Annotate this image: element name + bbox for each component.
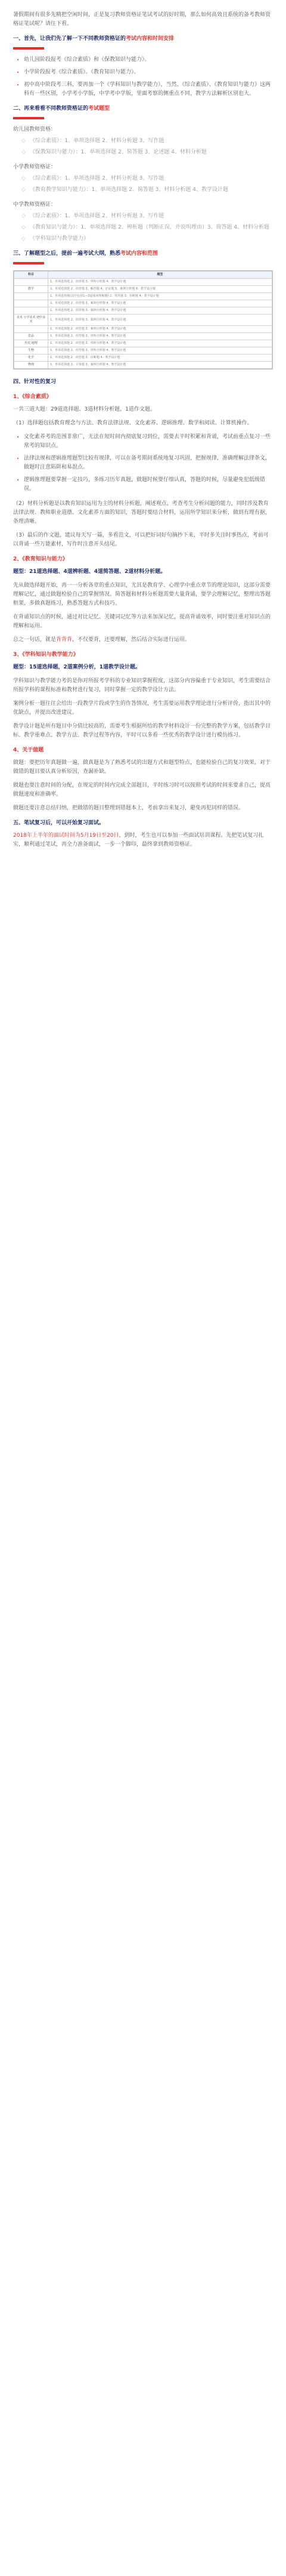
part-2-body: 先从做选择题开始，再一一分析各章的重点知识，尤其是教育学、心理学中重点章节的理论知识，这部分需要理解记忆，通过做题检验自己的掌握情况。简答题和材料分析题需要大量背诵，要学会理解记忆，整理出答题框架，多做真题练习，熟悉答题方式和技巧。 <box>13 583 271 606</box>
table-row <box>14 286 272 293</box>
table-cell: 1、单项选择题 2、简答题 3、案例分析题 4、教学设计题 <box>48 326 272 333</box>
list-item: ◇ 《教育知识与能力》：1、单项选择题 2、辨析题（判断正误，并说明理由）3、简答题 4、材料分析题 <box>30 223 273 232</box>
section-2-title-main: 二、再来看看不同教师资格证的 <box>13 106 89 112</box>
part-1-list <box>13 433 273 494</box>
section-2-title-highlight: 考试题型 <box>88 106 110 112</box>
part-2-tail-text: 总之一句话，就是 <box>13 637 57 643</box>
kindergarten-list <box>13 137 273 157</box>
part-2-tail-end: ，不仅要背，还要理解，然后结合实际进行运用。 <box>72 637 191 643</box>
part-2-body2: 在背诵知识点的时候，通过对比记忆、关键词记忆等方法来加深记忆，提高背诵效率，同时要注重对知识点的理解和运用。 <box>13 614 271 629</box>
section-5-text: ，到时，考生也可以参加一些面试培训课程。先把笔试复习扎实，顺利通过笔试，再全力准备面试，一步一个脚印，最终拿到教师资格证。 <box>13 833 264 848</box>
list-item: ◇ 《教育教学知识与能力》：1、单项选择题 2、简答题 3、材料分析题 4、教学设计题 <box>30 186 273 195</box>
list-item: ◇ 《学科知识与教学能力》 <box>30 235 273 244</box>
section-3-underline <box>13 262 44 264</box>
table-cell: 1、单项选择题 2、简答题 3、材料分析题 4、教学设计题 <box>48 340 272 347</box>
section-3-title-main: 三、了解题型之后，提前一遍考试大纲，熟悉 <box>13 251 121 257</box>
part-1-heading: 1、《综合素质》 <box>13 394 52 400</box>
list-item: • 幼儿园阶段报考《综合素质》和《保教知识与能力》。 <box>24 56 273 64</box>
list-item: ◇ 《综合素质》：1、单项选择题 2、材料分析题 3、写作题 <box>30 174 273 183</box>
table-cell <box>14 307 48 315</box>
section-1-underline <box>13 47 44 50</box>
part-3-lead: 题型：15道选择题，2道案例分析，1道教学设计题。 <box>13 664 141 670</box>
table-cell: 1、单项选择题(其中包括1—2道阅读理解题) 2、简答题 3、诊断题 4、教学设计题 <box>48 293 272 300</box>
table-row <box>14 279 272 286</box>
list-item: ◇ 《综合素质》：1、单项选择题 2、材料分析题 3、写作题 <box>30 212 273 221</box>
table-row <box>14 293 272 300</box>
section-1-title <box>13 35 273 44</box>
table-row <box>14 307 272 315</box>
section-4-title: 四、针对性的复习 <box>13 379 57 385</box>
part-2-heading: 2、《教育知识与能力》 <box>13 556 68 562</box>
list-item: • 逻辑推理题要掌握一定技巧，多练习历年真题，做题时候要仔细认真，答题的时候，尽量避免犯低级错误。 <box>24 476 273 494</box>
part-1-sub3: （3）最后的作文题，建议每天写一篇，多看范文，可以把好词好句摘抄下来，平时多关注时事热点，考前可以背诵一些万能素材，写作时注意开头结尾。 <box>13 532 269 547</box>
table-cell: 1、单项选择题 2、简答题 3、案例分析题 4、教学设计题 <box>48 300 272 307</box>
table-cell <box>14 293 48 300</box>
list-item: ◇ 《保教知识与能力》：1、单项选择题 2、简答题 3、论述题 4、材料分析题 <box>30 148 273 157</box>
table-cell: 生物 <box>14 347 48 355</box>
part-4-body3: 做题还要注意总结归纳，把做错的题目整理到错题本上，考前拿出来复习，避免再犯同样的错误。 <box>13 805 244 811</box>
section-3-title-highlight: 考试内容和范围 <box>120 251 158 257</box>
table-cell: 数学 <box>14 286 48 293</box>
table-cell: 1、单项选择题 2、简答题 3、解答题 4、论证题 5、案例分析题 6、教学设计题 <box>48 286 272 293</box>
table-cell: 1、单项选择题 2、简答题 3、材料分析题 4、教学设计题 <box>48 279 272 286</box>
list-item: • 法律法规和逻辑推理题型比较有规律，可以在备考期间系统地复习巩固，把握规律，准确理解法律条文，做题时注意陷阱和易混点。 <box>24 454 273 472</box>
middle-heading: 中学教师资格证： <box>13 202 57 208</box>
table-cell: 物理 <box>14 362 48 369</box>
table-cell: 1、单项选择题 2、简答题 3、诊断题 4、教学设计题 <box>48 355 272 362</box>
part-3-body2: 案例分析一题往往会给出一段教学片段或学生的作答情况，考生需要运用教学理论进行分析评价，指出其中的优缺点，并提出改进建议。 <box>13 701 271 716</box>
part-2-lead: 题型：21道选择题、4道辨析题、4道简答题、2道材料分析题。 <box>13 569 166 575</box>
section-2-title <box>13 104 273 113</box>
part-2-tail-highlight: 背背背 <box>56 637 73 643</box>
table-cell <box>14 279 48 286</box>
section-1-title-main: 一、首先，让我们先了解一下不同教师资格证的 <box>13 36 126 42</box>
table-cell: 思品 <box>14 333 48 340</box>
table-header: 题型 <box>48 272 272 279</box>
table-cell: 1、单项选择题 2、简答题 3、材料分析题 4、教学设计题 <box>48 347 272 355</box>
table-row <box>14 326 272 333</box>
section-3-title <box>13 249 273 258</box>
kindergarten-heading: 幼儿园教师资格： <box>13 127 57 133</box>
section-1-list <box>13 56 273 98</box>
part-4-body2: 做题也要注意时间的分配，在规定的时间内完成全部题目，平时练习时可以按照考试的时间来要求自己，提高做题速度和准确率。 <box>13 782 271 797</box>
part-2-tail <box>13 636 273 645</box>
part-4-body1: 做题：要把历年真题做一遍，做真题是为了熟悉考试的出题方式和题型特点，也能检验自己的复习效果，对于做错的题目要认真分析原因，查漏补缺。 <box>13 760 271 775</box>
list-item: ◇ 《综合素质》：1、单项选择题 2、材料分析题 3、写作题 <box>30 137 273 146</box>
table-cell: 1、单项选择题 2、简答题 3、材料分析题 4、教学设计题 <box>48 333 272 340</box>
section-2-underline <box>13 117 44 119</box>
table-header: 科目 <box>14 272 48 279</box>
exam-type-table-image <box>13 270 273 369</box>
table-cell: 美术 小学美术 初中美术 <box>14 315 48 326</box>
table-row <box>14 333 272 340</box>
part-3-heading: 3、《学科知识与教学能力》 <box>13 652 79 658</box>
table-row <box>14 362 272 369</box>
primary-heading: 小学教师资格证： <box>13 164 57 170</box>
section-1-title-highlight: 考试内容和时间安排 <box>126 36 175 42</box>
table-row <box>14 300 272 307</box>
middle-list <box>13 212 273 244</box>
section-5-title: 五、笔试复习后，可以开始复习面试。 <box>13 820 105 826</box>
interview-date: 2018年上半年的面试时间为5月19日至20日 <box>13 833 119 839</box>
list-item: • 初中高中阶段考三科，要再加一个《学科知识与教学能力》，当然，《综合素质》、《教育知识与能力》这两科有一些区别，小学考小学版，中学考中学版，里面考察的侧重点不同，教学方法解析区别也大。 <box>24 81 273 98</box>
part-1-sub1: （1）选择题包括教育理念与方法、教育法律法规、文化素养、逻辑推理、数学和阅读、计算机操作。 <box>13 420 253 426</box>
intro-text: 暑假期间有很多先精把空闲时间，正是复习教师资格证笔试考试的好时期，那么如何高效且系统的备考教师资格证笔试呢？请往下看。 <box>13 12 271 27</box>
table-cell <box>14 300 48 307</box>
part-3-body1: 学科知识与教学能力考的是你对所报考学科的专业知识掌握程度，这部分内容偏重于专业知识，考生需要结合所报学科的课程标准和教材进行复习，同时掌握一定的教学设计方法。 <box>13 678 271 693</box>
part-1-sub2: （2）材料分析题是以教育知识运用为主的材料分析题，阐述观点，考查考生分析问题的能力，同时涉及教育法律法规、教师职业道德、文化素养方面的知识，答题时要结合材料，运用所学知识来分析，做到有理有据，条理清晰。 <box>13 501 271 525</box>
table-row <box>14 355 272 362</box>
table-row <box>14 340 272 347</box>
table-row <box>14 347 272 355</box>
part-4-heading: 4、关于做题 <box>13 747 44 753</box>
table-row <box>14 315 272 326</box>
table-cell: 1、单项选择题 2、简答题 3、课例分析题 4、教学设计题 <box>48 315 272 326</box>
table-cell: 化学 <box>14 355 48 362</box>
exam-type-table <box>14 271 272 369</box>
part-3-body3: 教学设计题是所有题目中分值比较高的，需要考生根据所给的教学材料设计一份完整的教学方案，包括教学目标、教学重难点、教学方法、教学过程等内容，平时可以多看一些优秀的教学设计进行模仿练习。 <box>13 723 271 738</box>
part-1-lead: 一共三道大题：29道选择题、3道材料分析题，1道作文题。 <box>13 406 156 412</box>
list-item: • 小学阶段报考《综合素质》、《教育知识与能力》。 <box>24 68 273 77</box>
table-cell <box>14 326 48 333</box>
article <box>0 0 286 849</box>
primary-list <box>13 174 273 195</box>
table-cell: 历史 地理 <box>14 340 48 347</box>
table-cell: 1、单项选择题 2、计算题 3、案例分析题 4、教学设计题 <box>48 362 272 369</box>
table-cell: 1、单项选择题 2、简答题 3、案例分析题 4、教学设计题 <box>48 307 272 315</box>
section-5-body <box>13 831 273 849</box>
list-item: • 文化素养考的范围非常广，无法在短时间内彻底复习到位，需要去平时积累和背诵，考试前重点复习一些常考的知识点。 <box>24 433 273 451</box>
